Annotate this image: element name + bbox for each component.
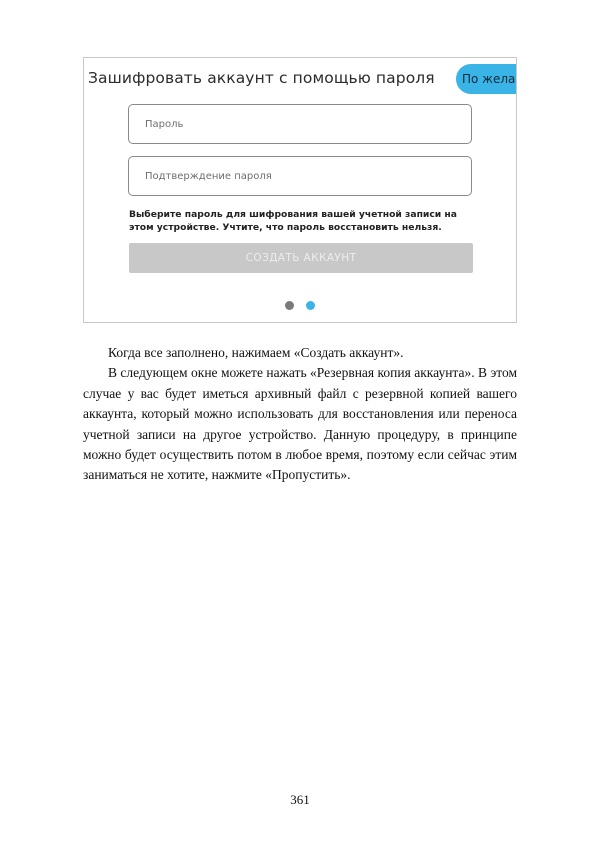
paragraph: В следующем окне можете нажать «Резервная копия аккаунта». В этом случае у вас будет иметься архивный файл с резервной копией вашего аккаунта, который можно использовать для восстановления или переноса учетной записи на другое устройство. Данную процедуру, в принципе можно будет осуществить потом в любое время, поэтому если сейчас этим заниматься не хотите, нажмите «Пропустить». [83, 365, 517, 483]
confirm-password-input[interactable] [129, 157, 471, 195]
dialog-title: Зашифровать аккаунт с помощью пароля [88, 69, 435, 87]
password-input[interactable] [129, 105, 471, 143]
confirm-password-field[interactable] [128, 156, 472, 196]
page-number: 361 [290, 792, 310, 807]
password-field[interactable] [128, 104, 472, 144]
page-indicator-dot-active[interactable] [306, 301, 315, 310]
wishes-button[interactable]: По жела [456, 64, 517, 94]
create-account-button[interactable]: СОЗДАТЬ АККАУНТ [129, 243, 473, 273]
page-indicator-dot[interactable] [285, 301, 294, 310]
body-text [83, 343, 517, 486]
paragraph: Когда все заполнено, нажимаем «Создать аккаунт». [108, 345, 404, 360]
embedded-screenshot [83, 57, 517, 323]
password-hint: Выберите пароль для шифрования вашей учетной записи на этом устройстве. Учтите, что пароль восстановить нельзя. [129, 209, 457, 233]
